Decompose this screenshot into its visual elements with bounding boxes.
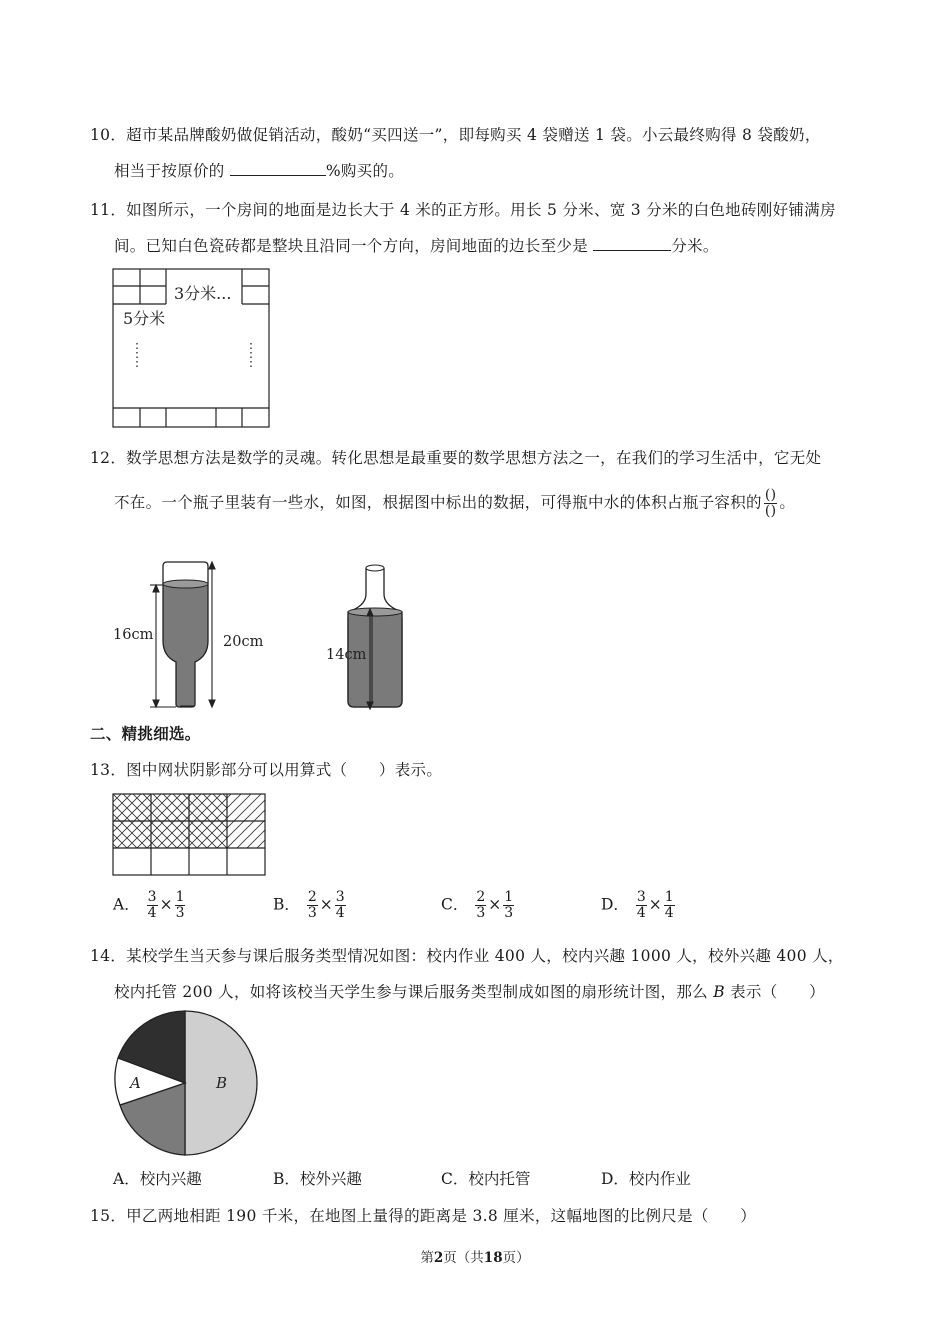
q12-label-20cm: 20cm — [223, 634, 264, 650]
q12-text: 不在。一个瓶子里装有一些水，如图，根据图中标出的数据，可得瓶中水的体积占瓶子容积的 — [114, 493, 762, 512]
q10-answer-blank[interactable] — [230, 161, 326, 176]
q13-stem: 13．图中网状阴影部分可以用算式（ ）表示。 — [90, 761, 443, 779]
q13-option-b[interactable] — [273, 890, 348, 921]
q13-option-a[interactable] — [113, 890, 187, 921]
frac-den: 4 — [147, 905, 157, 921]
frac-num: 3 — [636, 889, 646, 905]
frac-den: 3 — [476, 905, 486, 921]
q10-line1: 10．超市某品牌酸奶做促销活动，酸奶“买四送一”，即每购买 4 袋赠送 1 袋。小云最终购得 8 袋酸奶， — [90, 126, 821, 144]
q14-var-b: B — [713, 983, 725, 1001]
q12-label-16cm: 16cm — [113, 627, 154, 643]
pie-label-b: B — [216, 1074, 228, 1092]
frac-num: 1 — [664, 889, 674, 905]
frac-den: 3 — [504, 905, 514, 921]
q11-text: 间。已知白色瓷砖都是整块且沿同一个方向，房间地面的边长至少是 — [114, 237, 589, 255]
frac-num: 1 — [175, 889, 185, 905]
footer-post: 页） — [502, 1250, 530, 1266]
q12-frac-denominator: () — [764, 503, 777, 519]
option-letter: B． — [273, 895, 300, 914]
q12-line1: 12．数学思想方法是数学的灵魂。转化思想是最重要的数学思想方法之一，在我们的学习生活中，它无处 — [90, 449, 822, 467]
q12-bottle-figure — [108, 556, 428, 714]
q14-text-end: 表示（ ） — [730, 983, 825, 1001]
q14-pie-chart — [110, 1008, 262, 1160]
q11-room-figure — [112, 268, 272, 430]
frac-den: 4 — [664, 905, 674, 921]
q14-option-c[interactable]: C．校内托管 — [441, 1170, 531, 1188]
footer-total-pages: 18 — [483, 1250, 503, 1266]
q12-arrow-14cm — [360, 608, 380, 712]
times-sign: × — [648, 895, 662, 914]
times-sign: × — [319, 895, 333, 914]
q12-answer-fraction[interactable] — [764, 488, 778, 519]
q12-line2 — [114, 488, 795, 519]
q11-line1: 11．如图所示，一个房间的地面是边长大于 4 米的正方形。用长 5 分米、宽 3 分米的白色地砖刚好铺满房 — [90, 201, 836, 219]
q11-answer-blank[interactable] — [593, 236, 671, 251]
times-sign: × — [159, 895, 173, 914]
frac-num: 3 — [147, 889, 157, 905]
q15-line1: 15．甲乙两地相距 190 千米，在地图上量得的距离是 3.8 厘米，这幅地图的比例尺是（ ） — [90, 1207, 757, 1225]
q14-option-b[interactable]: B．校外兴趣 — [273, 1170, 362, 1188]
frac-num: 2 — [307, 889, 317, 905]
footer-page-number: 2 — [433, 1250, 444, 1266]
footer-pre: 第 — [420, 1250, 434, 1266]
times-sign: × — [488, 895, 502, 914]
footer-mid: 页（共 — [443, 1250, 484, 1266]
q12-frac-numerator: () — [764, 487, 777, 503]
q14-line2 — [114, 980, 825, 1002]
option-letter: C． — [441, 895, 469, 914]
option-letter: A． — [113, 895, 140, 914]
frac-num: 3 — [335, 889, 345, 905]
q11-line2 — [114, 234, 719, 256]
q12-text-end: 。 — [779, 493, 796, 512]
page-footer — [0, 1246, 950, 1266]
q10-text-end: %购买的。 — [325, 162, 405, 180]
option-letter: D． — [601, 895, 629, 914]
q11-text-end: 分米。 — [671, 237, 719, 255]
frac-num: 1 — [504, 889, 514, 905]
pie-label-a: A — [130, 1074, 141, 1092]
q14-option-a[interactable]: A．校内兴趣 — [113, 1170, 202, 1188]
q13-option-c[interactable] — [441, 890, 516, 921]
section-2-heading: 二、精挑细选。 — [90, 725, 201, 743]
frac-den: 3 — [307, 905, 317, 921]
q14-option-d[interactable]: D．校内作业 — [601, 1170, 691, 1188]
frac-den: 4 — [636, 905, 646, 921]
q11-length-label: 5分米 — [123, 309, 166, 328]
frac-den: 4 — [335, 905, 345, 921]
q14-line1: 14．某校学生当天参与课后服务类型情况如图：校内作业 400 人，校内兴趣 1000 人，校外兴趣 400 人， — [90, 947, 844, 965]
q13-option-d[interactable] — [601, 890, 677, 921]
frac-num: 2 — [476, 889, 486, 905]
q10-line2 — [114, 159, 404, 181]
q12-label-14cm: 14cm — [326, 647, 367, 663]
q13-grid-figure — [112, 793, 266, 877]
q11-width-label: 3分米... — [174, 284, 232, 303]
q14-text: 校内托管 200 人，如将该校当天学生参与课后服务类型制成如图的扇形统计图，那么 — [114, 983, 708, 1001]
bottle-upside-down — [163, 562, 208, 707]
frac-den: 3 — [175, 905, 185, 921]
q10-text: 相当于按原价的 — [114, 162, 225, 180]
